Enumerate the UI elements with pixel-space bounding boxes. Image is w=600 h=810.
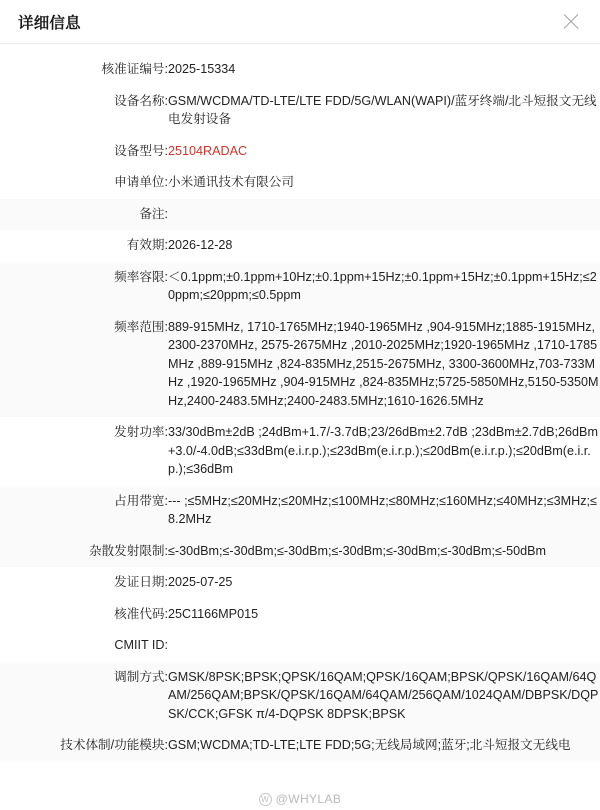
row-value: 889-915MHz, 1710-1765MHz;1940-1965MHz ,904-915MHz;1885-1915MHz,2300-2370MHz, 2575-2675MHz ,2010-2025MHz;1920-1965MHz ,1710-1785MHz ,889-915MHz ,824-835MHz,2515-2675MHz, 3300-3600MHz,703-733MHz ,1920-1965MHz ,904-915MHz ,824-835MHz;5725-5850MHz,5150-5350MHz,2400-2483.5MHz;2400-2483.5MHz;1610-1626.5MHz (168, 312, 600, 418)
table-row (0, 730, 600, 762)
row-label: 申请单位: (114, 175, 168, 189)
weibo-icon: W (259, 793, 272, 806)
row-label: 调制方式: (0, 662, 168, 731)
row-value: --- ;≤5MHz;≤20MHz;≤20MHz;≤100MHz;≤80MHz;≤160MHz;≤40MHz;≤3MHz;≤8.2MHz (168, 486, 600, 536)
table-row (0, 54, 600, 86)
table-row (0, 230, 600, 262)
detail-info-body (0, 44, 600, 810)
table-row (0, 567, 600, 599)
row-value: GMSK/8PSK;BPSK;QPSK/16QAM;QPSK/16QAM;BPSK/QPSK/16QAM/64QAM/256QAM;BPSK/QPSK/16QAM/64QAM/256QAM/1024QAM/DBPSK/DQPSK/CCK;GFSK π/4-DQPSK 8DPSK;BPSK (168, 662, 600, 731)
spec-table-body (0, 54, 600, 762)
row-label: 占用带宽: (0, 486, 168, 536)
row-label: 技术体制/功能模块: (0, 730, 168, 762)
row-label: 设备型号: (114, 143, 168, 158)
row-value-model: 25104RADAC (168, 143, 248, 158)
table-row (0, 536, 600, 568)
row-value: GSM;WCDMA;TD-LTE;LTE FDD;5G;无线局域网;蓝牙;北斗短报文无线电 (168, 730, 600, 762)
table-row (0, 199, 600, 231)
row-label: 核准证编号: (101, 62, 168, 76)
table-row (0, 167, 600, 199)
row-value: 25C1166MP015 (168, 606, 259, 621)
row-value: 2026-12-28 (168, 238, 233, 252)
table-row (0, 630, 600, 662)
table-row (0, 417, 600, 486)
row-label: 频率范围: (0, 312, 168, 418)
watermark-label: @WHYLAB (275, 792, 342, 806)
table-row (0, 86, 600, 136)
table-row (0, 599, 600, 631)
row-label: 发证日期: (114, 575, 168, 589)
row-label: 核准代码: (114, 606, 168, 621)
spec-table (0, 54, 600, 762)
close-icon[interactable] (560, 11, 582, 33)
row-value (168, 199, 600, 231)
row-value (168, 630, 600, 662)
dialog-titlebar (0, 0, 600, 44)
row-label: CMIIT ID: (114, 638, 168, 652)
row-label: 频率容限: (0, 262, 168, 312)
row-value: ＜0.1ppm;±0.1ppm+10Hz;±0.1ppm+15Hz;±0.1ppm+15Hz;±0.1ppm+15Hz;≤20ppm;≤20ppm;≤0.5ppm (168, 262, 600, 312)
page-title: 详细信息 (18, 14, 81, 32)
row-value: 2025-15334 (168, 62, 236, 76)
row-value: 33/30dBm±2dB ;24dBm+1.7/-3.7dB;23/26dBm±2.7dB ;23dBm±2.7dB;26dBm+3.0/-4.0dB;≤33dBm(e.i.r.p.);≤23dBm(e.i.r.p.);≤20dBm(e.i.r.p.);≤20dBm(e.i.r.p.);≤36dBm (168, 425, 598, 476)
row-value: ≤-30dBm;≤-30dBm;≤-30dBm;≤-30dBm;≤-30dBm;≤-30dBm;≤-50dBm (168, 536, 600, 568)
table-row (0, 662, 600, 731)
row-value: 2025-07-25 (168, 575, 233, 589)
table-row (0, 486, 600, 536)
row-value: GSM/WCDMA/TD-LTE/LTE FDD/5G/WLAN(WAPI)/蓝牙终端/北斗短报文无线电发射设备 (168, 93, 597, 126)
table-row (0, 136, 600, 168)
row-label: 备注: (0, 199, 168, 231)
row-label: 有效期: (126, 238, 168, 252)
table-row (0, 262, 600, 312)
table-row (0, 312, 600, 418)
row-label: 发射功率: (114, 425, 168, 439)
row-label: 设备名称: (114, 93, 168, 108)
row-value: 小米通讯技术有限公司 (168, 175, 294, 189)
watermark (0, 792, 600, 806)
row-label: 杂散发射限制: (0, 536, 168, 568)
